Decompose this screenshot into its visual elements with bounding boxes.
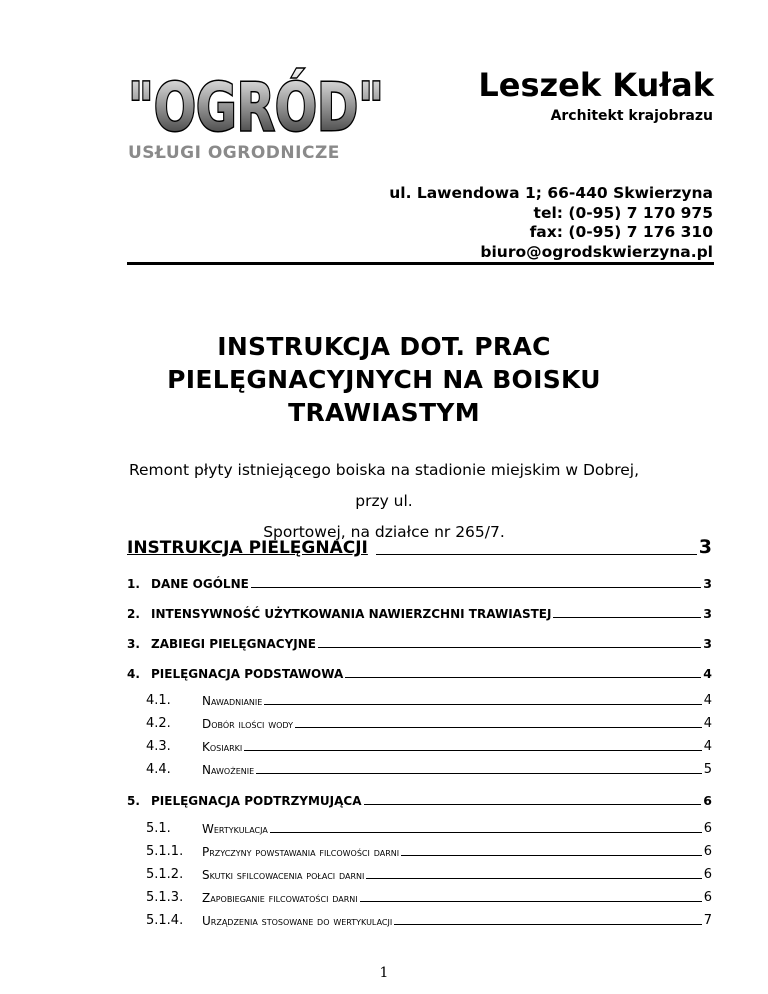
toc-subentry-page: 4: [703, 716, 712, 731]
subtitle-line: Sportowej, na działce nr 265/7.: [263, 523, 505, 541]
toc-leader: [295, 727, 702, 728]
author-role: Architekt krajobrazu: [550, 108, 713, 124]
toc-leader: [256, 773, 702, 774]
toc-subentry[interactable]: [146, 762, 712, 777]
toc-leader: [264, 704, 701, 705]
toc-entry-page: 6: [703, 793, 712, 808]
toc-subentry-page: 4: [703, 693, 712, 708]
toc-leader: [553, 617, 701, 618]
title-line: TRAWIASTYM: [288, 398, 480, 427]
toc-leader: [376, 554, 697, 555]
toc-entry-label: PIELĘGNACJA PODTRZYMUJĄCA: [151, 794, 362, 808]
document-title: [100, 330, 668, 429]
toc-leader: [360, 901, 702, 902]
toc-leader: [244, 750, 701, 751]
company-logo: [125, 60, 387, 152]
toc-subentry-label: Wertykulacja: [202, 822, 268, 836]
toc-subentry-page: 6: [703, 867, 712, 882]
toc-subentry-number: 5.1.4.: [146, 913, 184, 928]
toc-leader: [270, 832, 702, 833]
toc-entry-number: 5.: [127, 794, 140, 808]
toc-subentry-number: 5.1.1.: [146, 844, 184, 859]
toc-entry-page: 4: [703, 666, 712, 681]
title-line: INSTRUKCJA DOT. PRAC: [217, 332, 551, 361]
toc-subentry-number: 4.1.: [146, 693, 171, 708]
toc-entry-number: 1.: [127, 577, 140, 591]
email-line: biuro@ogrodskwierzyna.pl: [480, 242, 713, 261]
toc-entry-page: 3: [703, 636, 712, 651]
address-line: ul. Lawendowa 1; 66-440 Skwierzyna: [389, 184, 713, 202]
toc-leader: [345, 677, 701, 678]
toc-subentry-page: 5: [703, 762, 712, 777]
toc-subentry-label: Zapobieganie filcowatości darni: [202, 891, 358, 905]
toc-subentry[interactable]: [146, 890, 712, 905]
toc-subentry-label: Kosiarki: [202, 740, 243, 754]
toc-leader: [318, 647, 701, 648]
toc-subentry-page: 7: [703, 913, 712, 928]
phone-line: tel: (0-95) 7 170 975: [533, 203, 713, 222]
toc-subentry-page: 6: [703, 844, 712, 859]
toc-entry[interactable]: [127, 793, 712, 808]
toc-main-label: INSTRUKCJA PIELĘGNACJI: [127, 538, 368, 558]
toc-entry-label: PIELĘGNACJA PODSTAWOWA: [151, 667, 344, 681]
logo-tagline: USŁUGI OGRODNICZE: [128, 143, 340, 163]
toc-subentry[interactable]: [146, 867, 712, 882]
contact-block: [293, 184, 713, 262]
toc-main-entry[interactable]: [127, 536, 712, 558]
logo-text: "OGRÓD": [128, 69, 384, 146]
toc-entry-page: 3: [703, 606, 712, 621]
toc-subentry[interactable]: [146, 821, 712, 836]
toc-entry-number: 4.: [127, 667, 140, 681]
page-number: 1: [379, 965, 389, 981]
document-subtitle: [110, 455, 658, 548]
toc-entry-label: INTENSYWNOŚĆ UŻYTKOWANIA NAWIERZCHNI TRAWIASTEJ: [151, 607, 552, 621]
toc-leader: [401, 855, 702, 856]
toc-subentry-label: Przyczyny powstawania filcowości darni: [202, 845, 400, 859]
toc-entry[interactable]: [127, 666, 712, 681]
toc-entry[interactable]: [127, 606, 712, 621]
toc-subentry[interactable]: [146, 844, 712, 859]
toc-leader: [364, 804, 702, 805]
toc-subentry-label: Nawadnianie: [202, 694, 263, 708]
toc-subentry[interactable]: [146, 716, 712, 731]
toc-main-page: 3: [698, 536, 712, 558]
toc-subentry-number: 5.1.2.: [146, 867, 184, 882]
toc-subentry-page: 6: [703, 821, 712, 836]
toc-subentry[interactable]: [146, 693, 712, 708]
toc-subentry-number: 5.1.3.: [146, 890, 184, 905]
toc-entry-number: 3.: [127, 637, 140, 651]
toc-entry-page: 3: [703, 576, 712, 591]
toc-subentry-label: Urządzenia stosowane do wertykulacji: [202, 914, 393, 928]
toc-subentry-label: Nawożenie: [202, 763, 255, 777]
toc-subentry-number: 4.3.: [146, 739, 171, 754]
fax-line: fax: (0-95) 7 176 310: [529, 223, 713, 241]
toc-subentry-number: 4.4.: [146, 762, 171, 777]
toc-entry-label: DANE OGÓLNE: [151, 577, 249, 591]
header-divider: [127, 262, 714, 265]
toc-entry[interactable]: [127, 576, 712, 591]
toc-subentry-label: Skutki sfilcowacenia połaci darni: [202, 868, 365, 882]
author-name: Leszek Kułak: [478, 66, 714, 104]
toc-leader: [394, 924, 702, 925]
toc-leader: [366, 878, 701, 879]
toc-entry[interactable]: [127, 636, 712, 651]
toc-subentry-number: 5.1.: [146, 821, 171, 836]
toc-subentry-number: 4.2.: [146, 716, 171, 731]
toc-subentry[interactable]: [146, 739, 712, 754]
toc-subentry-page: 4: [703, 739, 712, 754]
toc-subentry[interactable]: [146, 913, 712, 928]
toc-leader: [251, 587, 701, 588]
toc-entry-number: 2.: [127, 607, 140, 621]
toc-subentry-label: Dobór ilości wody: [202, 717, 294, 731]
toc-subentry-page: 6: [703, 890, 712, 905]
toc-entry-label: ZABIEGI PIELĘGNACYJNE: [151, 637, 316, 651]
subtitle-line: Remont płyty istniejącego boiska na stadionie miejskim w Dobrej, przy ul.: [128, 461, 640, 510]
title-line: PIELĘGNACYJNYCH NA BOISKU: [167, 365, 601, 394]
